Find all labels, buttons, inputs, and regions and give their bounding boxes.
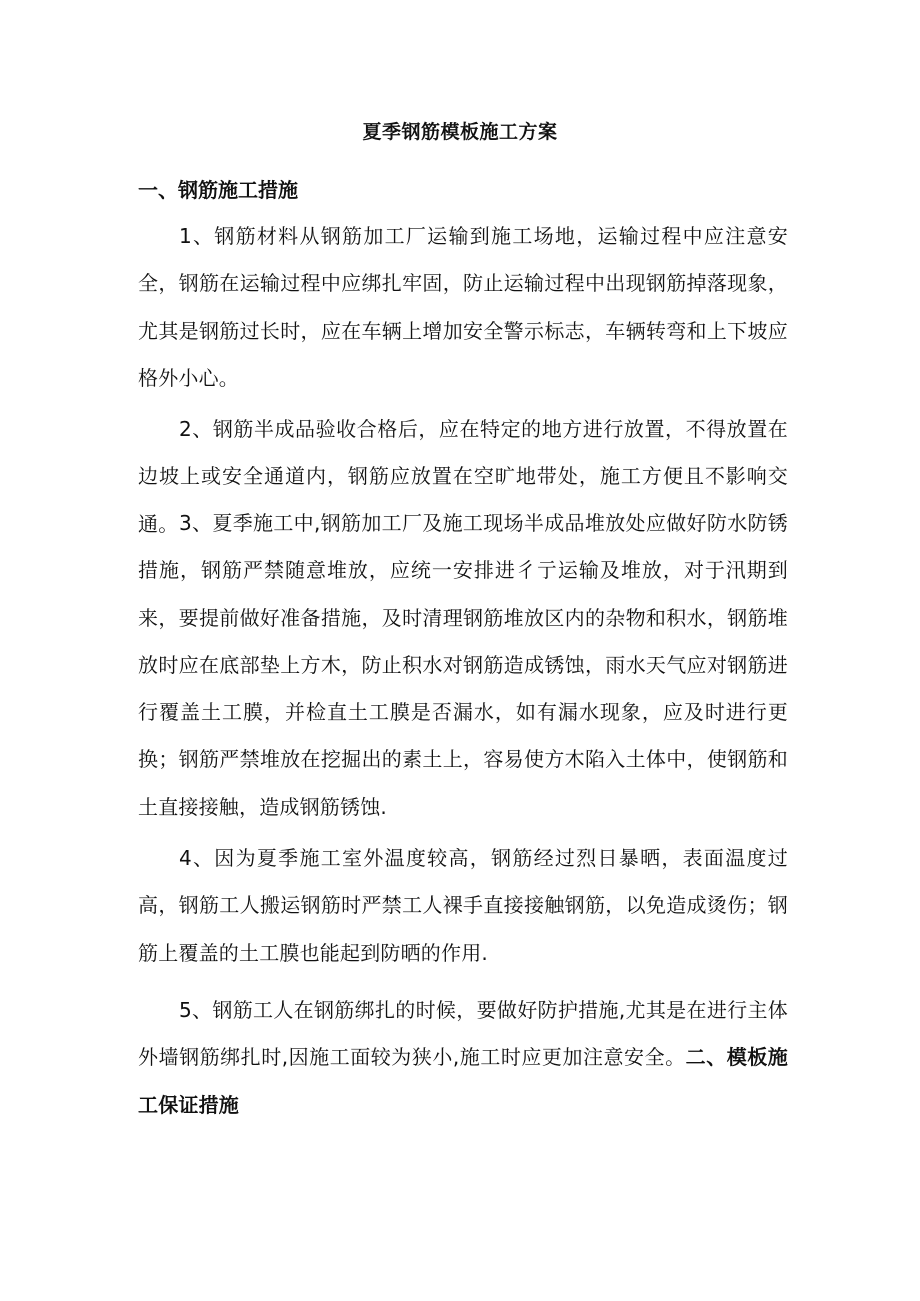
paragraph-1: 1、钢筋材料从钢筋加工厂运输到施工场地，运输过程中应注意安全，钢筋在运输过程中应绑扎牢固，防止运输过程中出现钢筋掉落现象，尤其是钢筋过长时，应在车辆上增加安全警示标志，车辆转弯和上下坡应格外小心。 bbox=[138, 224, 788, 390]
section-heading-rebar: 一、钢筋施工措施 bbox=[138, 178, 298, 202]
paragraph-4: 4、因为夏季施工室外温度较高，钢筋经过烈日暴晒，表面温度过高，钢筋工人搬运钢筋时严禁工人裸手直接接触钢筋，以免造成烫伤；钢筋上覆盖的土工膜也能起到防晒的作用. bbox=[138, 846, 788, 965]
paragraph-5-text: 5、钢筋工人在钢筋绑扎的时候，要做好防护措施,尤其是在进行主体外墙钢筋绑扎时,因施工面较为狭小,施工时应更加注意安全。 bbox=[138, 998, 788, 1070]
paragraph-5 bbox=[138, 987, 788, 1129]
document-title: 夏季钢筋模板施工方案 bbox=[362, 121, 558, 143]
paragraph-3: 3、夏季施工中,钢筋加工厂及施工现场半成品堆放处应做好防水防锈措施，钢筋严禁随意堆放，应统一安排进彳亍运输及堆放，对于汛期到来，要提前做好准备措施，及时清理钢筋堆放区内的杂物和积水，钢筋堆放时应在底部垫上方木，防止积水对钢筋造成锈蚀，雨水天气应对钢筋进行覆盖土工膜，并检直土工膜是否漏水，如有漏水现象，应及时进行更换；钢筋严禁堆放在挖掘出的素土上，容易使方木陷入土体中，使钢筋和土直接接触，造成钢筋锈蚀. bbox=[138, 511, 788, 819]
paragraph-2: 2、钢筋半成品验收合格后，应在特定的地方进行放置，不得放置在边坡上或安全通道内，钢筋应放置在空旷地带处，施工方便且不影响交通。 bbox=[138, 417, 788, 536]
section-heading-formwork: 二、模板施工保证措施 bbox=[138, 1045, 788, 1117]
